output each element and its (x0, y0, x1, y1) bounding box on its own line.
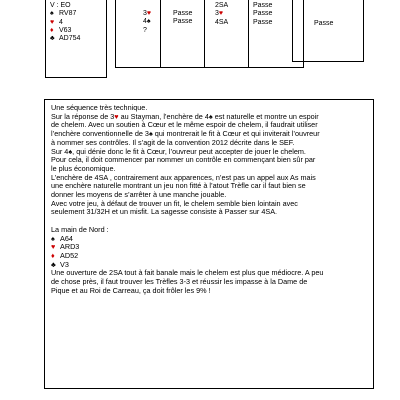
diamonds-holding: ♦ V63 (50, 26, 72, 34)
bid: 2SA (215, 2, 229, 9)
spade-icon: ♠ (50, 10, 54, 18)
diamond-icon: ♦ (51, 250, 55, 260)
diamond-icon: ♦ (50, 26, 54, 34)
north-hearts: ♥ ARD3 (51, 242, 80, 252)
auction-column-3 (215, 2, 228, 27)
column-divider (248, 0, 249, 67)
bid: 4♠ (143, 18, 151, 26)
bid: 3♥ (143, 10, 152, 17)
bid: Passe (173, 18, 193, 26)
comment-intro: Une séquence très technique. (51, 103, 148, 112)
north-hand (51, 235, 368, 270)
column-divider (160, 0, 161, 67)
vulnerability-label: V : EO (50, 2, 71, 9)
column-divider (204, 0, 205, 67)
comment-paragraph-1: Sur la réponse de 3♥ au Stayman, l’enchère de 4♠ est naturelle et montre un espoir de chelem. Avec un soutien à Cœur et le même espoir de chelem, il faudrait utiliser l’enchère conventionnelle de 3♠ qui montrerait le fit à Cœur et qui inviterait l’ouvreur à nommer ses contrôles. Il s’agit de la convention 2012 décrite dans le SEF. Sur 4♠, qui dénie donc le fit à Cœur, l’ouvreur peut accepter de jouer le chelem. Pour cela, il doit commencer par nommer un contrôle en commençant bien sûr par le plus économique. L’enchère de 4SA , contrairement aux apparences, n’est pas un appel aux As mais une enchère naturelle montrant un jeu non fitté à l’atout Trèfle car il faut bien se donner les moyens de s’arrêter à une manche jouable. Avec votre jeu, à défaut de trouver un fit, le chelem semble bien lointain avec seulement 31/32H et un misfit. La sagesse consiste à Passer sur 4SA. (51, 111, 320, 217)
bid: ? (143, 26, 147, 34)
heart-icon: ♥ (51, 242, 56, 252)
bid: Passe (173, 10, 193, 17)
club-icon: ♣ (51, 259, 56, 269)
bid: 3♥ (215, 10, 224, 18)
answer-box (292, 0, 364, 62)
hearts-holding: ♥ 4 (50, 18, 63, 26)
north-hand-title: La main de Nord : (51, 224, 109, 234)
north-diamonds: ♦ AD52 (51, 250, 79, 260)
comment-paragraph-2: Une ouverture de 2SA tout à fait banale mais le chelem est plus que médiocre. A peu de chose près, il faut trouver les Trèfles 3-3 et réussir les impasse à la Dame de Pique et au Roi de Carreau, ça doit frôler les 9% ! (51, 268, 324, 295)
auction-table (115, 0, 304, 68)
hand-box (45, 0, 107, 78)
club-icon: ♣ (50, 35, 55, 43)
auction-column-2 (173, 10, 192, 27)
auction-column-4 (253, 2, 272, 27)
commentary-box (44, 99, 374, 389)
clubs-holding: ♣ AD754 (50, 35, 81, 43)
bid: Passe (253, 18, 273, 26)
bid: 4SA (215, 18, 229, 26)
answer-value: Passe (314, 20, 334, 27)
auction-column-1 (143, 10, 151, 35)
spade-icon: ♠ (51, 233, 55, 243)
spades-holding: ♠ RV87 (50, 10, 77, 18)
bid: Passe (253, 10, 273, 18)
north-clubs: ♣ V3 (51, 259, 69, 269)
heart-icon: ♥ (50, 18, 55, 26)
bid: Passe (253, 2, 273, 9)
north-spades: ♠ A64 (51, 233, 73, 243)
